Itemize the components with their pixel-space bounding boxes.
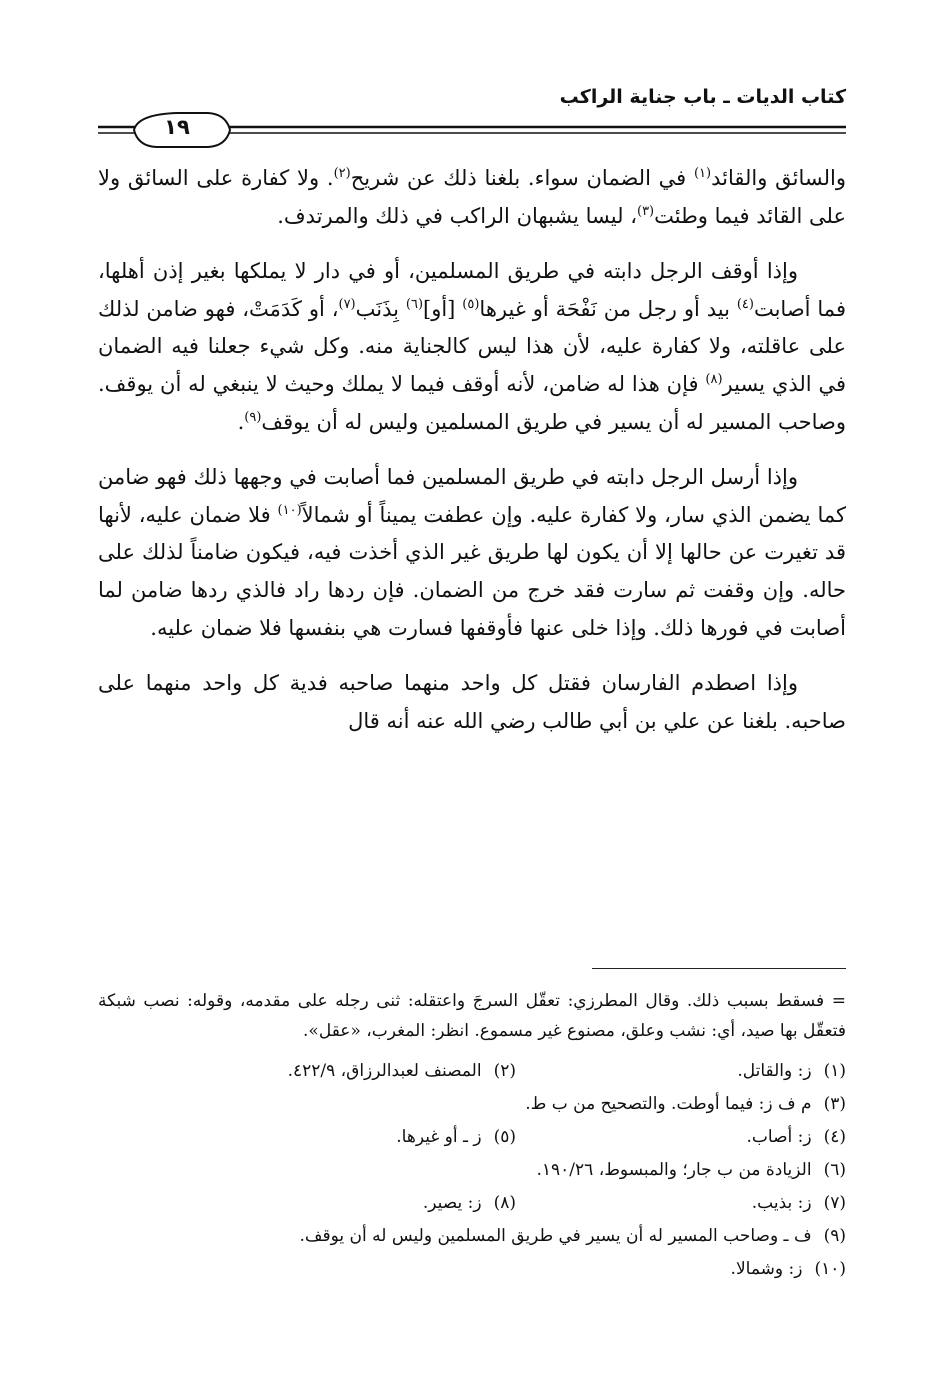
- footnote-row: [98, 1056, 846, 1086]
- footnote-2: (٢)المصنف لعبدالرزاق، ٤٢٢/٩.: [287, 1061, 516, 1081]
- footnote-5: (٥)ز ـ أو غيرها.: [396, 1127, 516, 1147]
- footnote-row: [98, 1155, 846, 1185]
- paragraph-4: وإذا اصطدم الفارسان فقتل كل واحد منهما صاحبه فدية كل واحد منهما على صاحبه. بلغنا عن علي بن أبي طالب رضي الله عنه أنه قال: [98, 671, 846, 733]
- footnote-ref: (٥): [462, 296, 480, 312]
- footnote-ref: (٦): [405, 296, 424, 312]
- footnote-row: [98, 1089, 846, 1119]
- footnote-row: [98, 1188, 846, 1218]
- footnote-1: (١)ز: والقاتل.: [737, 1061, 846, 1081]
- footnote-row: [98, 1254, 846, 1284]
- footnote-ref: (١): [693, 166, 712, 181]
- footnote-ref: (٩): [244, 409, 262, 425]
- footnote-9: (٩)ف ـ وصاحب المسير له أن يسير في طريق المسلمين وليس له أن يوقف.: [299, 1226, 846, 1246]
- footnote-ref: (٣): [636, 203, 655, 219]
- paragraph-1: والسائق والقائد$^{(١)}$ في الضمان سواء. بلغنا ذلك عن شريح$^{(٢)}$. ولا كفارة على السائق ولا على القائد فيما وطئت$^{(٣)}$، ليسا يشبهان الراكب في ذلك والمرتدف.: [98, 166, 846, 228]
- footnote-6: (٦)الزيادة من ب جار؛ والمبسوط، ١٩٠/٢٦.: [536, 1160, 846, 1180]
- footnote-10: (١٠)ز: وشمالا.: [730, 1259, 846, 1279]
- footnote-4: (٤)ز: أصاب.: [746, 1127, 846, 1147]
- footnote-7: (٧)ز: بذيب.: [751, 1193, 846, 1213]
- footnote-3: (٣)م ف ز: فيما أوطت. والتصحيح من ب ط.: [525, 1094, 846, 1114]
- page-number: ١٩: [164, 115, 190, 139]
- running-head: كتاب الديات ـ باب جناية الراكب: [559, 86, 846, 108]
- body-text: [98, 160, 846, 758]
- footnote-row: [98, 1221, 846, 1251]
- footnote-ref: (٨): [705, 371, 723, 387]
- paragraph-2: وإذا أوقف الرجل دابته في طريق المسلمين، أو في دار لا يملكها بغير إذن أهلها، فما أصابت$^{(٤)}$ بيد أو رجل من نَفْحَة أو غيرها$^{(٥)}$ [أو]$^{(٦)}$ بِذَنَب$^{(٧)}$، أو كَدَمَتْ، فهو ضامن لذلك على عاقلته، ولا كفارة عليه، لأن هذا ليس كالجناية منه. وكل شيء جعلنا فيه الضمان في الذي يسير$^{(٨)}$ فإن هذا له ضامن، لأنه أوقف فيما لا يملك وحيث لا ينبغي له أن يوقف. وصاحب المسير له أن يسير في طريق المسلمين وليس له أن يوقف$^{(٩)}$.: [98, 259, 846, 434]
- footnote-ref: (٢): [333, 166, 351, 181]
- footnotes: [98, 986, 846, 1287]
- footnote-ref: (٤): [736, 296, 754, 312]
- footnote-continuation: = فسقط بسبب ذلك. وقال المطرزي: تعقّل السرجَ واعتقله: ثنى رجله على مقدمه، وقوله: نصب شبكة فتعقّل بها صيد، أي: نشب وعلق، مصنوع غير مسموع. انظر: المغرب، «عقل».: [98, 991, 846, 1041]
- footnote-8: (٨)ز: يصير.: [422, 1193, 516, 1213]
- footnote-row: [98, 1122, 846, 1152]
- footnote-ref: (١٠): [277, 502, 302, 518]
- footnote-ref: (٧): [338, 296, 356, 312]
- paragraph-3: وإذا أرسل الرجل دابته في طريق المسلمين فما أصابت في وجهها ذلك فهو ضامن كما يضمن الذي سار، ولا كفارة عليه. وإن عطفت يميناً أو شمالاً$^{(١٠)}$ فلا ضمان عليه، لأنها قد تغيرت عن حالها إلا أن يكون لها طريق غير الذي أخذت فيه، فيكون ضامناً لذلك على حاله. وإن وقفت ثم سارت فقد خرج من الضمان. فإن ردها راد فالذي ردها ضامن لما أصابت في فورها ذلك. وإذا خلى عنها فأوقفها فسارت هي بنفسها فلا ضمان عليه.: [98, 465, 846, 640]
- footnote-separator: [592, 968, 846, 969]
